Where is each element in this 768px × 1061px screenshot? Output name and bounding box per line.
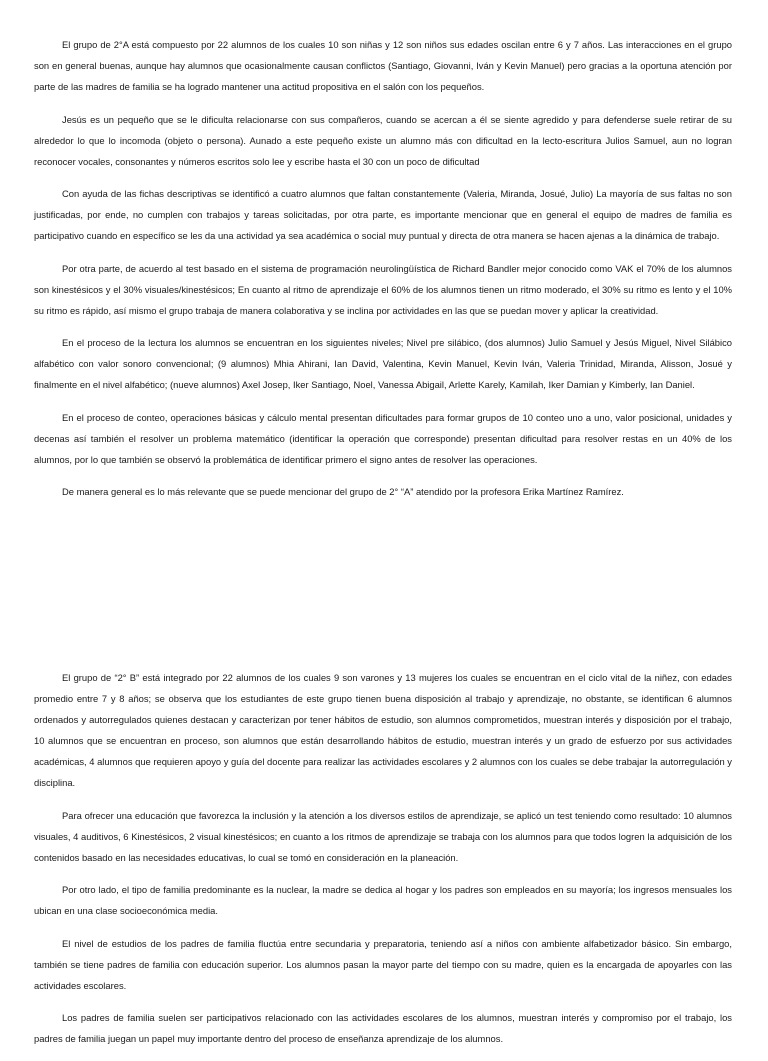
paragraph-2a-learning-styles: Por otra parte, de acuerdo al test basado en el sistema de programación neurolingüística de Richard Bandler mejor conocido como VAK el 70% de los alumnos son kinestésicos y el 30% visuales/kinestésicos; En cuanto al ritmo de aprendizaje el 60% de los alumnos tienen un ritmo moderado, el 30% su ritmo es lento y el 10% su ritmo es rápido, así mismo el grupo trabaja de manera colaborativa y se inclina por actividades en las que se puedan mover y aplicar la creatividad. (34, 262, 732, 316)
paragraph-2b-family-type: Por otro lado, el tipo de familia predominante es la nuclear, la madre se dedica al hogar y los padres son empleados en su mayoría; los ingresos mensuales los ubican en una clase socioeconómica media. (34, 884, 732, 916)
paragraph-2a-reading-levels: En el proceso de la lectura los alumnos se encuentran en los siguientes niveles; Nivel pre silábico, (dos alumnos) Julio Samuel y Jesús Miguel, Nivel Silábico alfabético con valor sonoro convencional; (9 alumnos) Mhia Ahirani, Ian David, Valentina, Kevin Manuel, Kevin Iván, Valeria Trinidad, Miranda, Alisson, Josué y finalmente en el nivel alfabético; (nueve alumnos) Axel Josep, Iker Santiago, Noel, Vanessa Abigail, Arlette Karely, Kamilah, Iker Damian y Kimberly, Ian Daniel. (34, 337, 732, 390)
paragraph-2a-absences: Con ayuda de las fichas descriptivas se identificó a cuatro alumnos que faltan constantemente (Valeria, Miranda, Josué, Julio) La mayoría de sus faltas no son justificadas, por ende, no cumplen con trabajos y tareas solicitadas, por otra parte, es importante mencionar que en general el equipo de madres de familia es participativo cuando en específico se les da una actividad ya sea académica o social muy puntual y directa de otra manera se hacen ajenas a la dinámica de trabajo. (34, 188, 732, 241)
paragraph-2a-composition: El grupo de 2°A está compuesto por 22 alumnos de los cuales 10 son niñas y 12 son niños sus edades oscilan entre 6 y 7 años. Las interacciones en el grupo son en general buenas, aunque hay alumnos que ocasionalmente causan conflictos (Santiago, Giovanni, Iván y Kevin Manuel) pero gracias a la oportuna atención por parte de las madres de familia se ha logrado mantener una actitud propositiva en el salón con los pequeños. (34, 39, 732, 92)
paragraph-2b-composition: El grupo de “2° B” está integrado por 22 alumnos de los cuales 9 son varones y 13 mujeres los cuales se encuentran en el ciclo vital de la niñez, con edades promedio entre 7 y 8 años; se observa que los estudiantes de este grupo tienen buena disposición al trabajo y aprendizaje, no obstante, se identifican 6 alumnos ordenados y autorregulados quienes destacan y caracterizan por tener hábitos de estudio, son alumnos comprometidos, muestran interés y disposición por el trabajo, 10 alumnos que se encuentran en proceso, son alumnos que están desarrollando hábitos de estudio, muestran interés y un grado de esfuerzo por sus actividades académicas, 4 alumnos que requieren apoyo y guía del docente para realizar las actividades escolares y 2 alumnos con los cuales se debe trabajar la autorregulación y disciplina. (34, 672, 732, 788)
paragraph-2a-summary: De manera general es lo más relevante que se puede mencionar del grupo de 2° “A” atendido por la profesora Erika Martínez Ramírez. (62, 486, 624, 497)
section-group-2a (34, 34, 732, 514)
paragraph-2b-learning-styles: Para ofrecer una educación que favorezca la inclusión y la atención a los diversos estilos de aprendizaje, se aplicó un test teniendo como resultado: 10 alumnos visuales, 4 auditivos, 6 Kinestésicos, 2 visual kinestésicos; en cuanto a los ritmos de aprendizaje se trabaja con los alumnos para que todos logren la adquisición de los contenidos basado en las necesidades educativas, lo cual se tomó en consideración en la planeación. (34, 809, 732, 863)
paragraph-2b-parent-education: El nivel de estudios de los padres de familia fluctúa entre secundaria y preparatoria, teniendo así a niños con ambiente alfabetizador básico. Sin embargo, también se tiene padres de familia con educación superior. Los alumnos pasan la mayor parte del tiempo con su madre, quien es la encargada de apoyarles con las actividades escolares. (34, 937, 732, 991)
paragraph-2a-math: En el proceso de conteo, operaciones básicas y cálculo mental presentan dificultades para formar grupos de 10 conteo uno a uno, valor posicional, unidades y decenas así también el resolver un problema matemático (identificar la operación que corresponde) presentan dificultad para resolver restas en un 40% de los alumnos, por lo que también se observó la problemática de identificar primero el signo antes de resolver las operaciones. (34, 411, 732, 465)
paragraph-2a-jesus: Jesús es un pequeño que se le dificulta relacionarse con sus compañeros, cuando se acercan a él se siente agredido y para defenderse suele retirar de su alrededor lo que lo incomoda (objeto o persona). Aunado a este pequeño existe un alumno más con dificultad en la lecto-escritura Julios Samuel, aun no logran reconocer vocales, consonantes y números escritos solo lee y escribe hasta el 30 con un poco de dificultad (34, 113, 732, 167)
paragraph-2b-parent-participation: Los padres de familia suelen ser participativos relacionado con las actividades escolares de los alumnos, muestran interés y compromiso por el trabajo, los padres de familia juegan un papel muy importante dentro del proceso de enseñanza aprendizaje de los alumnos. (34, 1012, 732, 1044)
section-group-2b (34, 667, 732, 1061)
